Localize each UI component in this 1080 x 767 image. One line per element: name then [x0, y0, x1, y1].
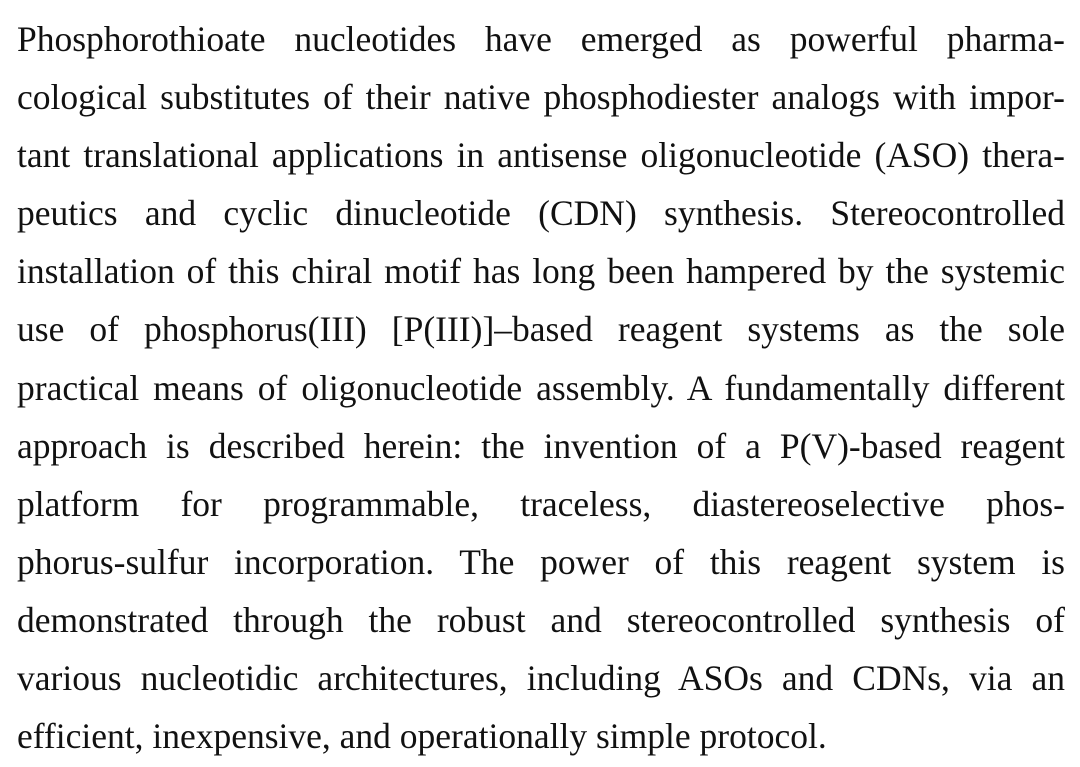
text-line-3: tant translational applications in antisense oligonucleotide (ASO) thera- — [17, 135, 1065, 176]
text-line-8: approach is described herein: the invention of a P(V)-based reagent — [17, 425, 1065, 466]
text-line-12: various nucleotidic architectures, including ASOs and CDNs, via an — [17, 658, 1065, 699]
text-line-5: installation of this chiral motif has long been hampered by the systemic — [17, 251, 1065, 292]
text-line-9: platform for programmable, traceless, diastereoselective phos- — [17, 483, 1065, 524]
text-line-6: use of phosphorus(III) [P(III)]–based reagent systems as the sole — [17, 309, 1065, 350]
text-line-2: cological substitutes of their native phosphodiester analogs with impor- — [17, 77, 1065, 118]
text-line-13: efficient, inexpensive, and operationally simple protocol. — [17, 716, 827, 757]
abstract-paragraph — [17, 10, 1065, 765]
text-line-1: Phosphorothioate nucleotides have emerged as powerful pharma- — [17, 19, 1065, 59]
text-line-7: practical means of oligonucleotide assembly. A fundamentally different — [17, 367, 1065, 408]
text-line-4: peutics and cyclic dinucleotide (CDN) synthesis. Stereocontrolled — [17, 193, 1065, 234]
text-line-11: demonstrated through the robust and stereocontrolled synthesis of — [17, 599, 1065, 640]
text-line-10: phorus-sulfur incorporation. The power of this reagent system is — [17, 541, 1065, 582]
